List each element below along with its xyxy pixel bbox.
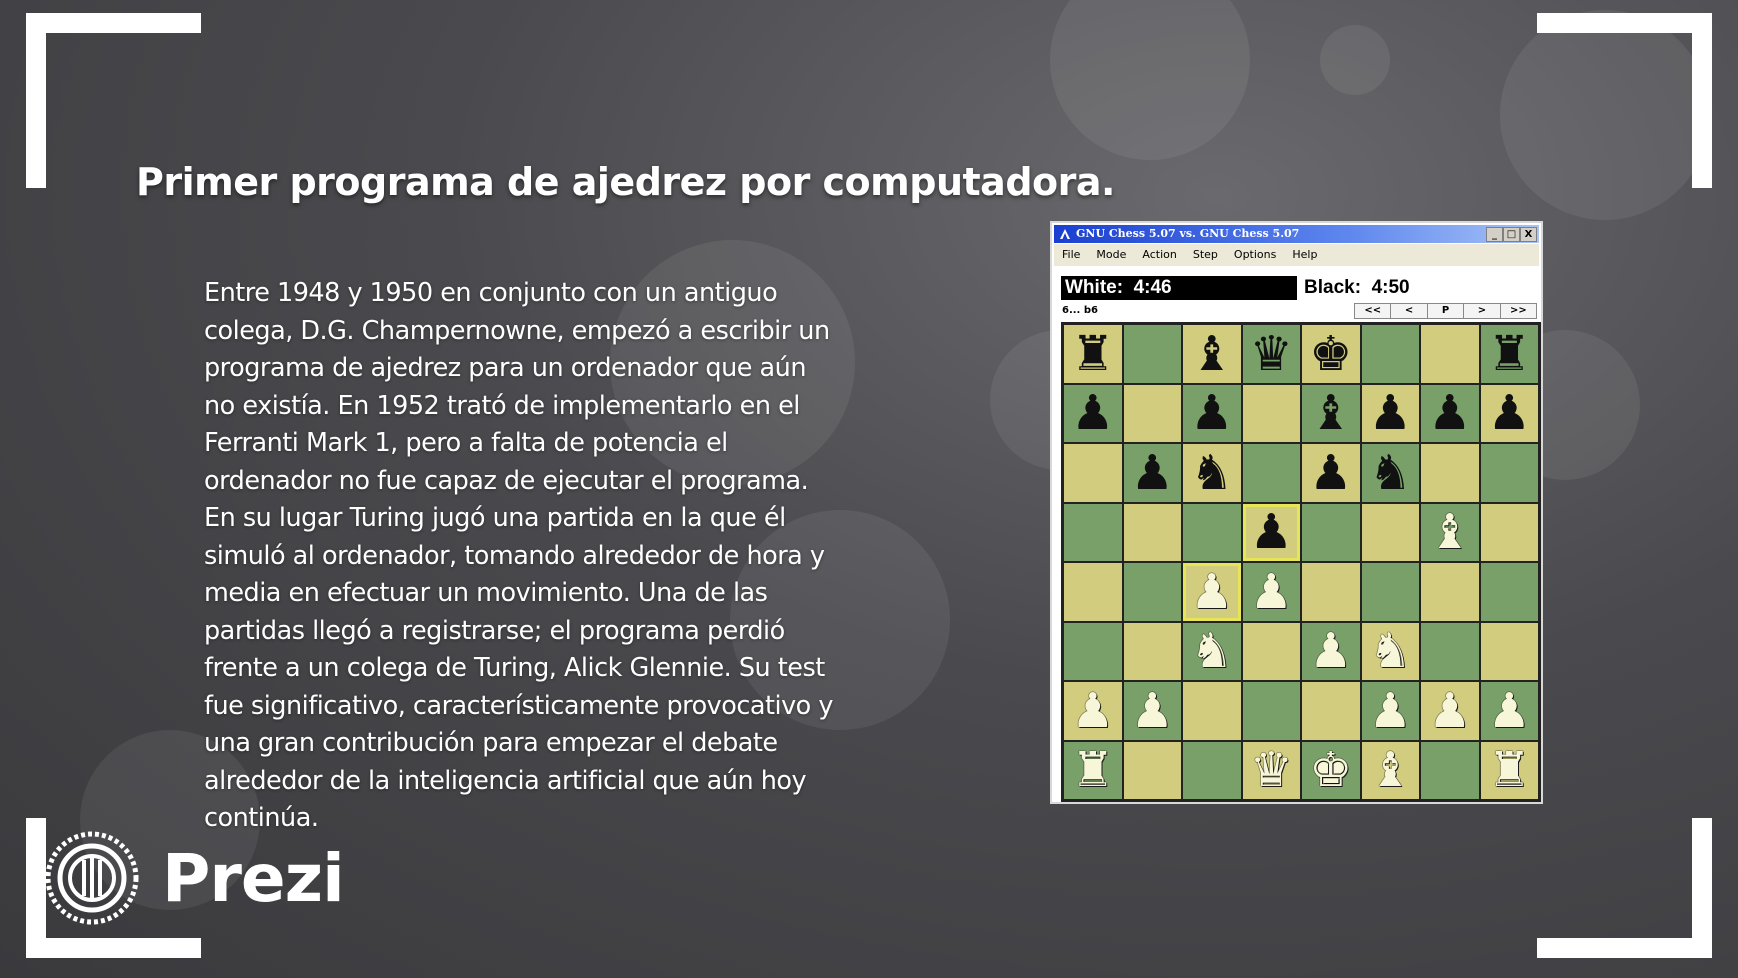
board-square[interactable] — [1243, 385, 1301, 443]
prezi-logo-text: Prezi — [162, 839, 344, 917]
minimize-button[interactable]: _ — [1486, 227, 1503, 242]
maximize-button[interactable]: □ — [1503, 227, 1520, 242]
board-square[interactable] — [1302, 682, 1360, 740]
white-pawn-icon[interactable]: ♟ — [1190, 563, 1234, 620]
prezi-logo — [44, 830, 344, 926]
board-square[interactable] — [1124, 325, 1182, 383]
prev-move-button[interactable]: < — [1391, 304, 1427, 318]
white-bishop-icon[interactable]: ♝ — [1368, 742, 1412, 799]
board-square[interactable] — [1362, 682, 1420, 740]
frame-corner-top-right — [1537, 13, 1712, 188]
board-square[interactable] — [1481, 325, 1539, 383]
app-icon — [1058, 227, 1072, 241]
window-titlebar[interactable] — [1054, 225, 1539, 243]
white-pawn-icon[interactable]: ♟ — [1130, 682, 1174, 739]
board-square[interactable] — [1302, 385, 1360, 443]
menu-help[interactable]: Help — [1292, 248, 1318, 261]
board-square[interactable] — [1064, 623, 1122, 681]
board-square[interactable] — [1362, 385, 1420, 443]
white-knight-icon[interactable]: ♞ — [1190, 623, 1234, 680]
board-square[interactable] — [1481, 563, 1539, 621]
board-square[interactable] — [1302, 623, 1360, 681]
board-square[interactable] — [1421, 444, 1479, 502]
board-square[interactable] — [1362, 563, 1420, 621]
board-square[interactable] — [1302, 742, 1360, 800]
black-pawn-icon[interactable]: ♟ — [1309, 444, 1353, 501]
menu-options[interactable]: Options — [1233, 248, 1277, 261]
white-pawn-icon[interactable]: ♟ — [1428, 682, 1472, 739]
board-square[interactable] — [1481, 444, 1539, 502]
board-square[interactable] — [1064, 504, 1122, 562]
menu-action[interactable]: Action — [1142, 248, 1177, 261]
board-square[interactable] — [1183, 563, 1241, 621]
pause-button[interactable]: P — [1428, 304, 1464, 318]
board-square[interactable] — [1481, 623, 1539, 681]
board-square[interactable] — [1064, 563, 1122, 621]
board-square[interactable] — [1183, 504, 1241, 562]
board-square[interactable] — [1243, 623, 1301, 681]
close-button[interactable]: X — [1520, 227, 1537, 242]
chess-board[interactable] — [1061, 322, 1541, 802]
board-square[interactable] — [1183, 325, 1241, 383]
black-pawn-icon[interactable]: ♟ — [1368, 385, 1412, 442]
board-square[interactable] — [1421, 742, 1479, 800]
white-pawn-icon[interactable]: ♟ — [1071, 682, 1115, 739]
black-clock: Black: 4:50 — [1304, 277, 1410, 298]
board-square[interactable] — [1124, 444, 1182, 502]
black-pawn-icon[interactable]: ♟ — [1130, 444, 1174, 501]
board-square[interactable] — [1362, 325, 1420, 383]
board-square[interactable] — [1302, 444, 1360, 502]
board-square[interactable] — [1183, 682, 1241, 740]
board-square[interactable] — [1064, 444, 1122, 502]
slide-title: Primer programa de ajedrez por computadora. — [136, 160, 1115, 204]
bg-bubble — [1320, 25, 1390, 95]
next-move-button[interactable]: > — [1464, 304, 1500, 318]
board-square[interactable] — [1481, 385, 1539, 443]
black-pawn-icon[interactable]: ♟ — [1249, 504, 1293, 561]
menu-mode[interactable]: Mode — [1096, 248, 1127, 261]
board-square[interactable] — [1243, 742, 1301, 800]
board-square[interactable] — [1421, 682, 1479, 740]
board-square[interactable] — [1124, 504, 1182, 562]
board-square[interactable] — [1362, 742, 1420, 800]
white-knight-icon[interactable]: ♞ — [1368, 623, 1412, 680]
board-square[interactable] — [1124, 385, 1182, 443]
board-square[interactable] — [1481, 742, 1539, 800]
board-square[interactable] — [1302, 325, 1360, 383]
board-square[interactable] — [1183, 444, 1241, 502]
board-square[interactable] — [1183, 385, 1241, 443]
white-pawn-icon[interactable]: ♟ — [1368, 682, 1412, 739]
bg-bubble — [1050, 0, 1250, 160]
slide-body-text: Entre 1948 y 1950 en conjunto con un antiguo colega, D.G. Champernowne, empezó a escribir un programa de ajedrez para un ordenador que aún no existía. En 1952 trató de implementarlo en el Ferranti Mark 1, pero a falta de potencia el ordenador no fue capaz de ejecutar el programa. En su lugar Turing jugó una partida en la que él simuló al ordenador, tomando alrededor de hora y media en efectuar un movimiento. Una de las partidas llegó a registrarse; el programa perdió frente a un colega de Turing, Alick Glennie. Su test fue significativo, característicamente provocativo y una gran contribución para empezar el debate alrededor de la inteligencia artificial que aún hoy continúa. — [204, 278, 833, 833]
board-square[interactable] — [1421, 563, 1479, 621]
black-rook-icon[interactable]: ♜ — [1487, 325, 1531, 382]
board-square[interactable] — [1421, 385, 1479, 443]
board-square[interactable] — [1302, 563, 1360, 621]
board-square[interactable] — [1124, 682, 1182, 740]
board-square[interactable] — [1421, 623, 1479, 681]
board-square[interactable] — [1481, 504, 1539, 562]
board-square[interactable] — [1302, 504, 1360, 562]
black-rook-icon[interactable]: ♜ — [1071, 325, 1115, 382]
chess-window[interactable] — [1050, 221, 1543, 804]
prezi-logo-icon — [44, 830, 140, 926]
first-move-button[interactable]: << — [1355, 304, 1391, 318]
board-square[interactable] — [1362, 504, 1420, 562]
white-king-icon[interactable]: ♚ — [1309, 742, 1353, 799]
board-square[interactable] — [1362, 623, 1420, 681]
black-king-icon[interactable]: ♚ — [1309, 325, 1353, 382]
board-square[interactable] — [1064, 325, 1122, 383]
board-square[interactable] — [1124, 623, 1182, 681]
board-square[interactable] — [1183, 623, 1241, 681]
white-pawn-icon[interactable]: ♟ — [1249, 563, 1293, 620]
white-pawn-icon[interactable]: ♟ — [1487, 682, 1531, 739]
black-queen-icon[interactable]: ♛ — [1249, 325, 1293, 382]
menu-step[interactable]: Step — [1192, 248, 1218, 261]
board-square[interactable] — [1064, 385, 1122, 443]
board-square[interactable] — [1183, 742, 1241, 800]
black-bishop-icon[interactable]: ♝ — [1309, 385, 1353, 442]
board-square[interactable] — [1243, 504, 1301, 562]
board-square[interactable] — [1243, 444, 1301, 502]
black-pawn-icon[interactable]: ♟ — [1487, 385, 1531, 442]
menu-file[interactable]: File — [1062, 248, 1081, 261]
white-pawn-icon[interactable]: ♟ — [1309, 623, 1353, 680]
board-square[interactable] — [1124, 563, 1182, 621]
board-square[interactable] — [1243, 325, 1301, 383]
board-square[interactable] — [1362, 444, 1420, 502]
white-clock: White: 4:46 — [1061, 276, 1297, 300]
board-square[interactable] — [1421, 504, 1479, 562]
black-knight-icon[interactable]: ♞ — [1190, 444, 1234, 501]
black-bishop-icon[interactable]: ♝ — [1190, 325, 1234, 382]
black-pawn-icon[interactable]: ♟ — [1428, 385, 1472, 442]
white-bishop-icon[interactable]: ♝ — [1428, 504, 1472, 561]
last-move-button[interactable]: >> — [1501, 304, 1536, 318]
board-square[interactable] — [1243, 563, 1301, 621]
board-square[interactable] — [1124, 742, 1182, 800]
white-rook-icon[interactable]: ♜ — [1071, 742, 1115, 799]
white-queen-icon[interactable]: ♛ — [1249, 742, 1293, 799]
board-square[interactable] — [1243, 682, 1301, 740]
board-square[interactable] — [1064, 682, 1122, 740]
white-rook-icon[interactable]: ♜ — [1487, 742, 1531, 799]
frame-corner-bottom-right — [1537, 818, 1712, 958]
board-square[interactable] — [1064, 742, 1122, 800]
black-knight-icon[interactable]: ♞ — [1368, 444, 1412, 501]
menu-bar — [1054, 244, 1539, 266]
window-title: GNU Chess 5.07 vs. GNU Chess 5.07 — [1076, 227, 1300, 240]
board-square[interactable] — [1421, 325, 1479, 383]
board-square[interactable] — [1481, 682, 1539, 740]
move-navigation — [1354, 303, 1537, 319]
black-pawn-icon[interactable]: ♟ — [1190, 385, 1234, 442]
last-move-label: 6... b6 — [1062, 305, 1098, 316]
black-pawn-icon[interactable]: ♟ — [1071, 385, 1115, 442]
